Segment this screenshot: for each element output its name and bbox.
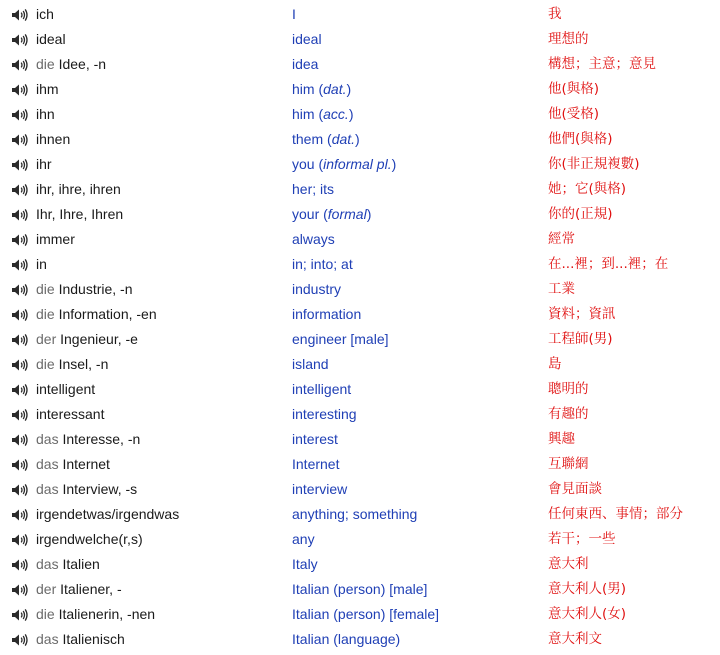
translation-text: interesting	[292, 406, 357, 422]
speaker-icon[interactable]	[11, 33, 29, 47]
vocab-row	[0, 627, 720, 652]
english-translation	[292, 52, 318, 77]
speaker-icon[interactable]	[11, 83, 29, 97]
translation-text: )	[348, 106, 354, 122]
translation-text: )	[346, 81, 352, 97]
vocab-row	[0, 302, 720, 327]
german-term: Industrie, -n	[58, 281, 133, 297]
article: die	[36, 356, 55, 372]
vocab-row	[0, 427, 720, 452]
german-word	[36, 127, 70, 152]
translation-text: you (	[292, 156, 324, 172]
german-term: ihr, ihre, ihren	[36, 181, 121, 197]
vocab-row	[0, 352, 720, 377]
german-term: Ingenieur, -e	[60, 331, 138, 347]
german-term: Information, -en	[58, 306, 157, 322]
german-term: ihn	[36, 106, 55, 122]
english-translation	[292, 502, 417, 527]
speaker-icon[interactable]	[11, 483, 29, 497]
speaker-icon[interactable]	[11, 183, 29, 197]
speaker-icon[interactable]	[11, 8, 29, 22]
german-word	[36, 2, 54, 27]
german-word	[36, 552, 100, 577]
grammar-note: formal	[327, 206, 367, 222]
vocab-row	[0, 252, 720, 277]
speaker-icon[interactable]	[11, 108, 29, 122]
article: das	[36, 556, 59, 572]
translation-text: ideal	[292, 31, 322, 47]
chinese-translation: 他們(與格)	[548, 131, 613, 147]
english-translation	[292, 627, 400, 652]
english-translation	[292, 277, 341, 302]
german-term: intelligent	[36, 381, 96, 397]
german-term: Ihr, Ihre, Ihren	[36, 206, 124, 222]
speaker-icon[interactable]	[11, 358, 29, 372]
chinese-translation: 意大利人(男)	[548, 581, 627, 597]
translation-text: engineer [male]	[292, 331, 389, 347]
german-word	[36, 152, 52, 177]
german-word	[36, 102, 55, 127]
german-word	[36, 77, 59, 102]
vocab-row	[0, 2, 720, 27]
chinese-translation: 構想；主意；意見	[548, 56, 656, 72]
translation-text: industry	[292, 281, 342, 297]
english-translation	[292, 602, 439, 627]
german-word	[36, 477, 137, 502]
grammar-note: dat.	[331, 131, 356, 147]
translation-text: )	[355, 131, 360, 147]
german-word	[36, 627, 125, 652]
translation-text: them (	[292, 131, 332, 147]
german-term: ihr	[36, 156, 52, 172]
translation-text: your (	[292, 206, 328, 222]
chinese-translation: 理想的	[548, 31, 589, 47]
speaker-icon[interactable]	[11, 508, 29, 522]
vocab-row	[0, 452, 720, 477]
english-translation	[292, 127, 360, 152]
chinese-translation: 會見面談	[548, 481, 602, 497]
vocab-row	[0, 77, 720, 102]
chinese-translation: 興趣	[548, 431, 575, 447]
english-translation	[292, 302, 361, 327]
german-word	[36, 27, 66, 52]
german-term: immer	[36, 231, 75, 247]
article: das	[36, 631, 59, 647]
english-translation	[292, 102, 353, 127]
english-translation	[292, 477, 347, 502]
vocab-row	[0, 402, 720, 427]
english-translation	[292, 152, 396, 177]
chinese-translation: 有趣的	[548, 406, 589, 422]
german-word	[36, 427, 140, 452]
speaker-icon[interactable]	[11, 408, 29, 422]
speaker-icon[interactable]	[11, 633, 29, 647]
german-term: Interview, -s	[62, 481, 138, 497]
german-term: Internet	[62, 456, 110, 472]
german-term: Interesse, -n	[62, 431, 141, 447]
translation-text: him (	[292, 106, 324, 122]
grammar-note: dat.	[323, 81, 347, 97]
german-word	[36, 577, 122, 602]
speaker-icon[interactable]	[11, 333, 29, 347]
english-translation	[292, 352, 329, 377]
german-term: ihm	[36, 81, 59, 97]
translation-text: idea	[292, 56, 319, 72]
chinese-translation: 意大利人(女)	[548, 606, 627, 622]
speaker-icon[interactable]	[11, 583, 29, 597]
translation-text: Italian (person) [male]	[292, 581, 428, 597]
german-term: Insel, -n	[58, 356, 109, 372]
translation-text: interest	[292, 431, 338, 447]
speaker-icon[interactable]	[11, 258, 29, 272]
speaker-icon[interactable]	[11, 558, 29, 572]
chinese-translation: 工業	[548, 281, 575, 297]
english-translation	[292, 527, 315, 552]
chinese-translation: 我	[548, 6, 562, 22]
speaker-icon[interactable]	[11, 133, 29, 147]
vocab-row	[0, 127, 720, 152]
vocab-row	[0, 102, 720, 127]
speaker-icon[interactable]	[11, 233, 29, 247]
translation-text: him (	[292, 81, 324, 97]
german-term: Italien	[62, 556, 100, 572]
chinese-translation: 資料；資訊	[548, 306, 616, 322]
german-term: ihnen	[36, 131, 71, 147]
english-translation	[292, 2, 296, 27]
translation-text: )	[391, 156, 397, 172]
vocab-row	[0, 502, 720, 527]
german-term: ich	[36, 6, 54, 22]
article: die	[36, 281, 55, 297]
vocab-row	[0, 552, 720, 577]
german-word	[36, 277, 133, 302]
vocab-row	[0, 202, 720, 227]
vocab-row	[0, 27, 720, 52]
german-word	[36, 527, 143, 552]
translation-text: always	[292, 231, 335, 247]
english-translation	[292, 327, 389, 352]
german-word	[36, 602, 155, 627]
vocab-row	[0, 177, 720, 202]
german-word	[36, 352, 108, 377]
speaker-icon[interactable]	[11, 158, 29, 172]
vocab-row	[0, 602, 720, 627]
chinese-translation: 在...裡；到...裡；在	[548, 256, 669, 272]
vocab-row	[0, 527, 720, 552]
speaker-icon[interactable]	[11, 608, 29, 622]
translation-text: anything; something	[292, 506, 418, 522]
speaker-icon[interactable]	[11, 283, 29, 297]
german-word	[36, 202, 123, 227]
translation-text: Internet	[292, 456, 340, 472]
german-word	[36, 377, 95, 402]
german-word	[36, 52, 106, 77]
english-translation	[292, 252, 353, 277]
speaker-icon[interactable]	[11, 308, 29, 322]
chinese-translation: 若干；一些	[548, 531, 616, 547]
translation-text: in; into; at	[292, 256, 353, 272]
chinese-translation: 意大利	[548, 556, 589, 572]
german-term: irgendwelche(r,s)	[36, 531, 143, 547]
german-term: ideal	[36, 31, 66, 47]
german-term: interessant	[36, 406, 105, 422]
chinese-translation: 工程師(男)	[548, 331, 613, 347]
translation-text: intelligent	[292, 381, 352, 397]
article: die	[36, 56, 55, 72]
vocab-row	[0, 477, 720, 502]
english-translation	[292, 77, 351, 102]
german-word	[36, 227, 75, 252]
grammar-note: informal pl.	[323, 156, 392, 172]
german-term: Italienisch	[62, 631, 125, 647]
translation-text: Italian (person) [female]	[292, 606, 440, 622]
german-term: Idee, -n	[58, 56, 107, 72]
speaker-icon[interactable]	[11, 58, 29, 72]
article: das	[36, 431, 59, 447]
translation-text: island	[292, 356, 329, 372]
speaker-icon[interactable]	[11, 208, 29, 222]
english-translation	[292, 402, 357, 427]
german-term: in	[36, 256, 47, 272]
article: das	[36, 456, 59, 472]
german-term: Italiener, -	[60, 581, 122, 597]
english-translation	[292, 202, 371, 227]
german-word	[36, 452, 110, 477]
chinese-translation: 經常	[548, 231, 575, 247]
chinese-translation: 他(與格)	[548, 81, 600, 97]
german-word	[36, 502, 179, 527]
german-term: irgendetwas/irgendwas	[36, 506, 180, 522]
article: der	[36, 581, 57, 597]
vocab-row	[0, 152, 720, 177]
english-translation	[292, 177, 334, 202]
translation-text: information	[292, 306, 362, 322]
vocab-row	[0, 227, 720, 252]
article: das	[36, 481, 59, 497]
translation-text: any	[292, 531, 315, 547]
chinese-translation: 任何東西、事情；部分	[548, 506, 683, 522]
vocab-row	[0, 577, 720, 602]
translation-text: I	[292, 6, 296, 22]
english-translation	[292, 552, 318, 577]
chinese-translation: 聰明的	[548, 381, 589, 397]
vocab-row	[0, 277, 720, 302]
grammar-note: acc.	[323, 106, 349, 122]
chinese-translation: 你(非正規複數)	[548, 156, 640, 172]
chinese-translation: 他(受格)	[548, 106, 600, 122]
english-translation	[292, 227, 335, 252]
chinese-translation: 她；它(與格)	[548, 181, 627, 197]
article: der	[36, 331, 57, 347]
chinese-translation: 你的(正規)	[548, 206, 613, 222]
translation-text: Italian (language)	[292, 631, 401, 647]
translation-text: her; its	[292, 181, 335, 197]
translation-text: Italy	[292, 556, 318, 572]
english-translation	[292, 27, 322, 52]
speaker-icon[interactable]	[11, 383, 29, 397]
speaker-icon[interactable]	[11, 458, 29, 472]
speaker-icon[interactable]	[11, 533, 29, 547]
german-word	[36, 402, 104, 427]
chinese-translation: 互聯網	[548, 456, 589, 472]
vocab-row	[0, 52, 720, 77]
article: die	[36, 606, 55, 622]
german-word	[36, 177, 121, 202]
vocab-row	[0, 377, 720, 402]
article: die	[36, 306, 55, 322]
chinese-translation: 島	[548, 356, 562, 372]
translation-text: interview	[292, 481, 348, 497]
german-term: Italienerin, -nen	[58, 606, 156, 622]
german-word	[36, 302, 157, 327]
english-translation	[292, 377, 351, 402]
english-translation	[292, 577, 427, 602]
english-translation	[292, 427, 338, 452]
english-translation	[292, 452, 339, 477]
translation-text: )	[366, 206, 372, 222]
vocab-row	[0, 327, 720, 352]
german-word	[36, 252, 47, 277]
chinese-translation: 意大利文	[548, 631, 602, 647]
german-word	[36, 327, 138, 352]
speaker-icon[interactable]	[11, 433, 29, 447]
